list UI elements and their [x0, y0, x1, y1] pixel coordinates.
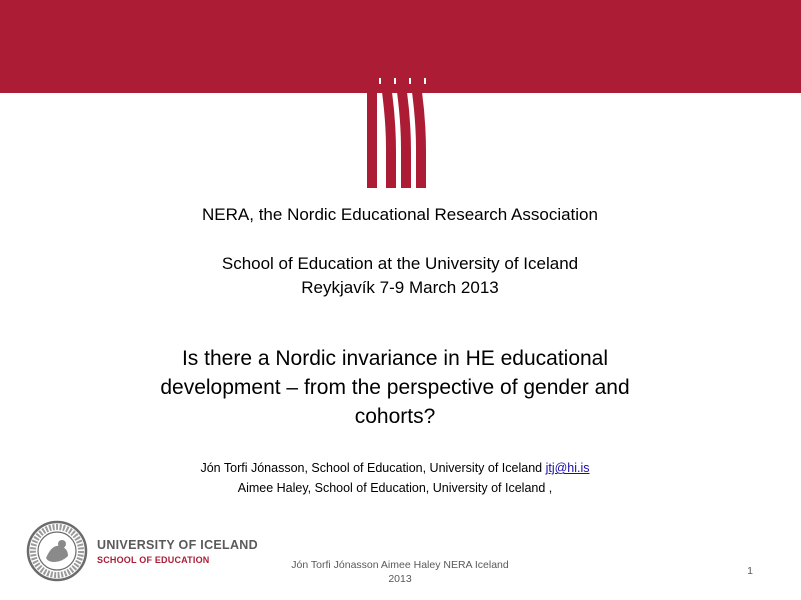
conference-date: Reykjavík 7-9 March 2013 — [301, 278, 499, 297]
university-building-icon — [322, 64, 437, 188]
conference-host: School of Education at the University of Iceland — [221, 254, 579, 273]
author-line — [95, 459, 695, 477]
footer-line: Jón Torfi Jónasson Aimee Haley NERA Iceland — [291, 559, 509, 571]
title-line: cohorts? — [354, 405, 436, 428]
page-number: 1 — [747, 565, 753, 577]
conference-name: NERA, the Nordic Educational Research Association — [202, 205, 598, 224]
presentation-title — [95, 344, 695, 431]
university-name: UNIVERSITY OF ICELAND — [97, 538, 258, 552]
author-info: Aimee Haley, School of Education, University of Iceland , — [237, 481, 553, 495]
author-line — [95, 479, 695, 497]
author-email-link[interactable]: jtj@hi.is — [545, 461, 590, 475]
footer-line: 2013 — [388, 573, 412, 585]
title-line: development – from the perspective of gender and — [160, 376, 630, 399]
school-name: SCHOOL OF EDUCATION — [97, 555, 210, 565]
university-seal-icon — [26, 520, 88, 582]
title-line: Is there a Nordic invariance in HE educational — [181, 347, 609, 370]
footer-caption — [280, 558, 520, 586]
author-info: Jón Torfi Jónasson, School of Education, University of Iceland — [200, 461, 546, 475]
